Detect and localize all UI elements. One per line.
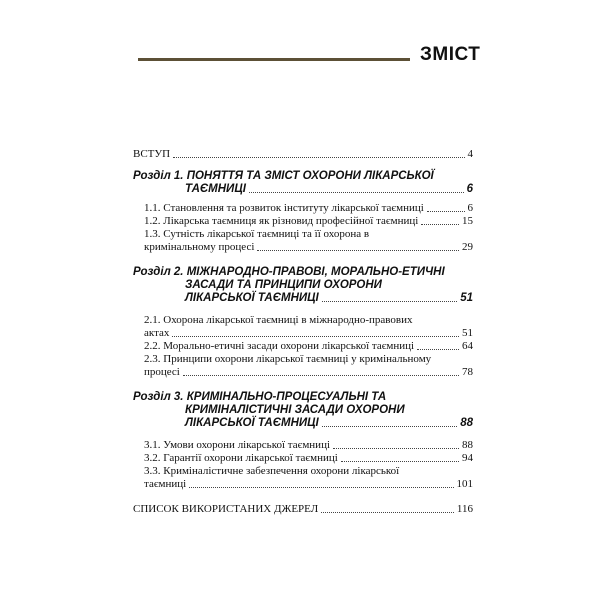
section-title-line: КРИМІНАЛЬНО-ПРОЦЕСУАЛЬНІ ТА bbox=[186, 391, 387, 403]
section-title-line: ТАЄМНИЦІ bbox=[185, 183, 246, 195]
section-title-line: МІЖНАРОДНО-ПРАВОВІ, МОРАЛЬНО-ЕТИЧНІ bbox=[186, 266, 445, 278]
toc-subentry: 2.2. Морально-етичні засади охорони лікарської таємниці 64 bbox=[144, 340, 473, 352]
dot-leader bbox=[257, 250, 459, 251]
toc-subentry: 1.1. Становлення та розвиток інституту лікарської таємниці 6 bbox=[144, 202, 473, 214]
dot-leader bbox=[321, 512, 454, 513]
toc-entry-references bbox=[133, 503, 473, 516]
section-title-line: ПОНЯТТЯ ТА ЗМІСТ ОХОРОНИ ЛІКАРСЬКОЇ bbox=[186, 170, 434, 182]
toc-page-number: 51 bbox=[460, 292, 473, 304]
dot-leader bbox=[173, 157, 464, 158]
dot-leader bbox=[183, 375, 459, 376]
toc-page-number: 64 bbox=[462, 340, 473, 352]
toc-page-number: 101 bbox=[456, 478, 473, 490]
table-of-contents bbox=[133, 148, 473, 516]
toc-page-number: 15 bbox=[462, 215, 473, 227]
section-title-line: КРИМІНАЛІСТИЧНІ ЗАСАДИ ОХОРОНИ bbox=[185, 404, 405, 416]
section-title-line: ЛІКАРСЬКОЇ ТАЄМНИЦІ bbox=[185, 417, 319, 429]
dot-leader bbox=[427, 211, 465, 212]
page-title: ЗМІСТ bbox=[420, 44, 481, 65]
toc-subentry: 3.2. Гарантії охорони лікарської таємниці 94 bbox=[144, 452, 473, 464]
toc-subentry: 3.3. Криміналістичне забезпечення охорони лікарської таємниці 101 bbox=[144, 465, 473, 490]
toc-entry-text: СПИСОК ВИКОРИСТАНИХ ДЖЕРЕЛ bbox=[133, 503, 319, 515]
toc-page-number: 6 bbox=[466, 183, 473, 195]
toc-page-number: 88 bbox=[462, 439, 473, 451]
toc-subentry: 1.2. Лікарська таємниця як різновид професійної таємниці 15 bbox=[144, 215, 473, 227]
toc-entry-intro bbox=[133, 148, 473, 161]
dot-leader bbox=[322, 426, 457, 427]
dot-leader bbox=[417, 349, 459, 350]
toc-subentry: 2.1. Охорона лікарської таємниці в міжнародно-правових актах 51 bbox=[144, 314, 473, 339]
dot-leader bbox=[421, 224, 459, 225]
section-heading-3 bbox=[133, 391, 473, 430]
toc-page-number: 29 bbox=[462, 241, 473, 253]
toc-page-number: 4 bbox=[467, 148, 473, 160]
dot-leader bbox=[333, 448, 459, 449]
toc-page-number: 6 bbox=[467, 202, 473, 214]
toc-page-number: 116 bbox=[456, 503, 473, 515]
toc-page-number: 78 bbox=[462, 366, 473, 378]
toc-page-number: 94 bbox=[462, 452, 473, 464]
section-label: Розділ 1. bbox=[133, 170, 184, 182]
dot-leader bbox=[341, 461, 459, 462]
toc-entry-text: ВСТУП bbox=[133, 148, 171, 160]
toc-page-number: 88 bbox=[460, 417, 473, 429]
toc-subentry: 1.3. Сутність лікарської таємниці та її охорона в кримінальному процесі 29 bbox=[144, 228, 473, 253]
section-title-line: ЛІКАРСЬКОЇ ТАЄМНИЦІ bbox=[185, 292, 319, 304]
section-title-line: ЗАСАДИ ТА ПРИНЦИПИ ОХОРОНИ bbox=[185, 279, 382, 291]
dot-leader bbox=[249, 192, 464, 193]
section-label: Розділ 2. bbox=[133, 266, 184, 278]
dot-leader bbox=[322, 301, 457, 302]
dot-leader bbox=[189, 487, 453, 488]
section-label: Розділ 3. bbox=[133, 391, 184, 403]
toc-subentry: 3.1. Умови охорони лікарської таємниці 88 bbox=[144, 439, 473, 451]
section-heading-1 bbox=[133, 170, 473, 196]
toc-subentry: 2.3. Принципи охорони лікарської таємниці у кримінальному процесі 78 bbox=[144, 353, 473, 378]
header-rule bbox=[138, 58, 410, 61]
section-heading-2 bbox=[133, 266, 473, 305]
toc-page-number: 51 bbox=[462, 327, 473, 339]
dot-leader bbox=[172, 336, 459, 337]
